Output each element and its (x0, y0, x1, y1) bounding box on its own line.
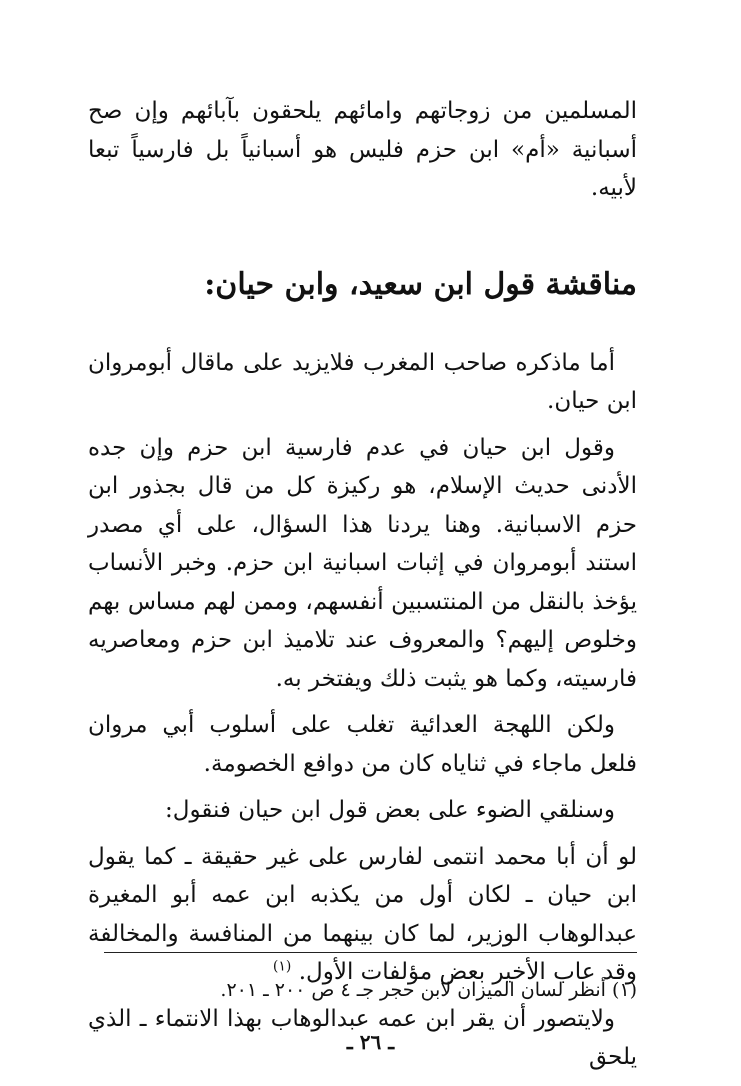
paragraph-1: المسلمين من زوجاتهم وامائهم يلحقون بآبائهم وإن صح أسبانية «أم» ابن حزم فليس هو أسبانياً بل فارسياً تبعا لأبيه. (88, 98, 637, 201)
footnote-reference: (١) (272, 958, 292, 975)
paragraph-7: ولايتصور أن يقر ابن عمه عبدالوهاب بهذا الانتماء ـ الذي يلحق (88, 1005, 637, 1070)
paragraph-2: أما ماذكره صاحب المغرب فلايزيد على ماقال أبومروان ابن حيان. (88, 349, 637, 414)
page-number: ـ ٢٦ ـ (346, 1030, 395, 1054)
footnote-divider (104, 952, 637, 953)
section-heading: مناقشة قول ابن سعيد، وابن حيان: (204, 266, 637, 302)
paragraph-6 (88, 838, 637, 992)
paragraph-5: وسنلقي الضوء على بعض قول ابن حيان فنقول: (165, 797, 615, 823)
page-body (88, 92, 637, 1086)
paragraph-3: وقول ابن حيان في عدم فارسية ابن حزم وإن جده الأدنى حديث الإسلام، هو ركيزة كل من قال بجذور ابن حزم الاسبانية. وهنا يردنا هذا السؤال، على أي مصدر استند أبومروان في إثبات اسبانية ابن حزم. وخبر الأنساب يؤخذ بالنقل من المنتسبين أنفسهم، وممن لهم مساس بهم وخلوص إليهم؟ والمعروف عند تلاميذ ابن حزم ومعاصريه فارسيته، وكما هو يثبت ذلك ويفتخر به. (88, 434, 637, 692)
paragraph-6-text: لو أن أبا محمد انتمى لفارس على غير حقيقة ـ كما يقول ابن حيان ـ لكان أول من يكذبه ابن عمه أبو المغيرة عبدالوهاب الوزير، لما كان بينهما من المنافسة والمخالفة وقد عاب الأخير بعض مؤلفات الأول. (88, 843, 637, 985)
footnote: (١) أنظر لسان الميزان لابن حجر جـ ٤ ص ٢٠٠ ـ ٢٠١. (220, 979, 637, 1001)
paragraph-4: ولكن اللهجة العدائية تغلب على أسلوب أبي مروان فلعل ماجاء في ثناياه كان من دوافع الخصومة. (88, 712, 637, 777)
